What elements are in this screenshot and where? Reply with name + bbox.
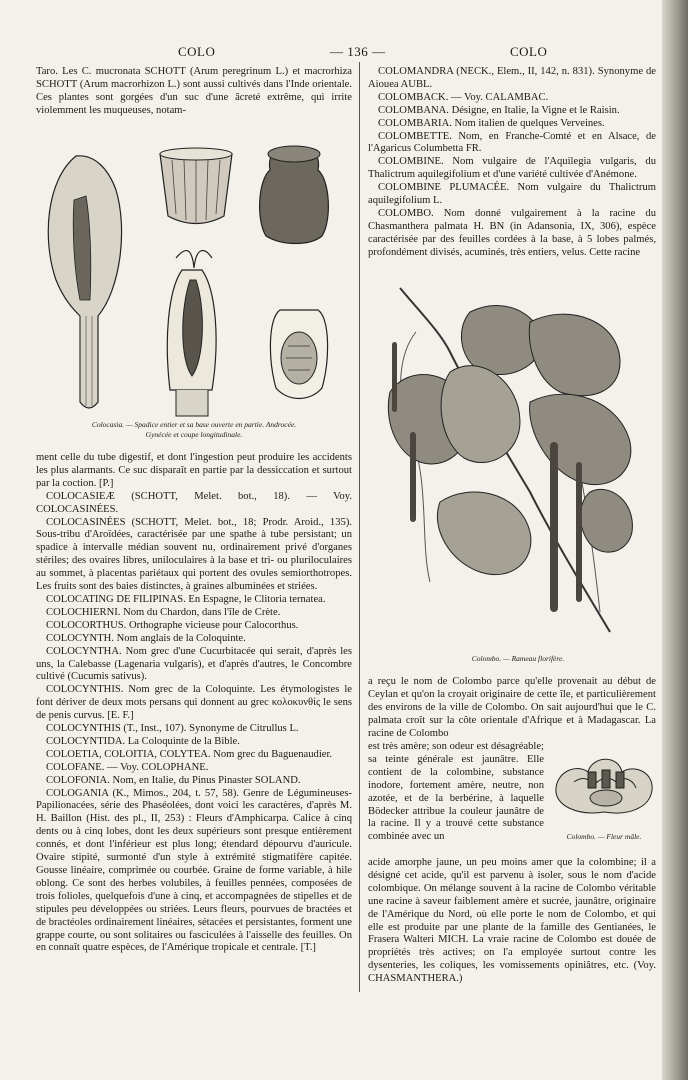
entry-colombaria: COLOMBARIA. Nom italien de quelques Verveines.	[378, 117, 605, 129]
entry-colofane: COLOFANE. — Voy. COLOPHANE.	[46, 761, 209, 773]
androecium-illustration	[160, 148, 232, 224]
colombo-flower-caption: Colombo. — Fleur mâle.	[566, 832, 642, 841]
entry-colombo: COLOMBO. Nom donné vulgairement à la racine du Chasmanthera palmata H. BN (in Adansonia, IX, 306), espèce caractérisée par des feuilles cordées à la base, à 5 lobes palmés, profondément divisés, acuminés, très entiers, velus. Cette racine	[368, 207, 656, 258]
entry-colocynthis-t: COLOCYNTHIS (T., Inst., 107). Synonyme de Citrullus L.	[46, 723, 299, 735]
right-column-end	[368, 857, 656, 986]
colombo-continuation-end: acide amorphe jaune, un peu moins amer que la colombine; il a désigné cet acide, qu'il est parvenu à isoler, sous le nom d'acide colombique. On mélange souvent à la racine de Colombo véritable une racine à saveur faiblement amère et sucrée, jaunâtre, originaire de l'Amérique du Nord, où elle porte le nom de Colombo, et qui elle est produite par une plante de la famille des Gentianées, le Frasera Walteri MICH. La vraie racine de Colombo est douée de propriétés très actives; on l'a employée surtout contre les dysenteries, les coliques, les vomissements opiniâtres, etc. (Voy. CHASMANTHERA.)	[368, 857, 656, 985]
entry-colomback: COLOMBACK. — Voy. CALAMBAC.	[378, 91, 549, 103]
ovary-section-illustration	[270, 310, 327, 399]
entry-colocorthus: COLOCORTHUS. Orthographe vicieuse pour Calocorthus.	[46, 619, 299, 631]
running-head-left: COLO	[178, 44, 216, 59]
colombo-continuation-wide: a reçu le nom de Colombo parce qu'elle provenait au début de Ceylan et qu'on la croyait originaire de cette île, et particulièrement des environs de la ville de Colombo. On sait aujourd'hui que le C. palmata croît sur la côte orientale d'Afrique et à Madagascar. La racine de Colombo	[368, 676, 656, 739]
colombo-flower-figure	[548, 742, 660, 842]
entry-colocating: COLOCATING DE FILIPINAS. En Espagne, le Clitoria ternatea.	[46, 593, 326, 605]
entry-colocyntha: COLOCYNTHA. Nom grec d'une Cucurbitacée qui serait, d'après les uns, la Calebasse (Lagenaria vulgaris), et d'après d'autres, le Concombre cultivé (Cucumis sativus).	[36, 645, 352, 683]
entry-colofonia: COLOFONIA. Nom, en Italie, du Pinus Pinaster SOLAND.	[46, 774, 301, 786]
page-number: — 136 —	[330, 44, 386, 59]
colombo-branch-figure	[380, 282, 656, 666]
entry-colombine-plumacee: COLOMBINE PLUMACÉE. Nom vulgaire du Thalictrum aquilegifolium L.	[368, 182, 656, 207]
entry-colombette: COLOMBETTE. Nom, en Franche-Comté et en Alsace, de l'Agaricus Columbetta FR.	[368, 130, 656, 155]
colombo-continuation-narrow: est très amère; son odeur est désagréable; sa teinte générale est jaunâtre. Elle contient de la colombine, substance inodore, fortement amère, neutre, non azotée, et de la berbérine, à laquelle Bödecker attribue la couleur jaunâtre de la racine. Il y a trouvé cette substance combinée avec un	[368, 741, 544, 843]
left-column-intro	[36, 66, 352, 118]
entry-coloetia: COLOETIA, COLOITIA, COLYTEA. Nom grec du Baguenaudier.	[46, 748, 333, 760]
page-edge	[662, 0, 688, 1080]
spadix-illustration	[48, 156, 121, 408]
entry-colomandra: COLOMANDRA (NECK., Elem., II, 142, n. 831). Synonyme de Aiouea AUBL.	[368, 66, 656, 90]
entry-colocasieae: COLOCASIEÆ (SCHOTT, Melet. bot., 18). — Voy. COLOCASINÉES.	[36, 490, 352, 515]
longitudinal-section-illustration	[167, 251, 216, 416]
left-column-entries	[36, 452, 352, 955]
gynoecium-illustration	[260, 146, 329, 244]
male-flower-illustration	[556, 759, 652, 813]
column-divider	[359, 62, 360, 992]
entry-colocynthis-grec: COLOCYNTHIS. Nom grec de la Coloquinte. Les étymologistes le font dériver de deux mots persans qui donnent au grec κολοκυνθίς le sens de penis curvus. [E. F.]	[36, 684, 352, 722]
entry-colocasinees: COLOCASINÉES (SCHOTT, Melet. bot., 18; Prodr. Aroid., 135). Sous-tribu d'Aroïdées, caractérisée par une spathe à tube persistant; un spadice à intervalle médian souvent nu, ordinairement privé d'organes stériles; des ovaires libres, uniloculaires à la base et tri- ou pluriloculaires au sommet, à placentas pariétaux qui portent des ovules semiorthotropes. Les fruits sont des baies distinctes, à graines albuminées et striées.	[36, 516, 352, 593]
entry-paragraph: ment celle du tube digestif, et dont l'ingestion peut produire les accidents les plus alarmants. Ce suc disparaît en partie par la dessiccation et surtout par la coction. [P.]	[36, 452, 352, 489]
entry-colombine: COLOMBINE. Nom vulgaire de l'Aquilegia vulgaris, du Thalictrum aquilegifolium et d'une variété cultivée d'Anémone.	[368, 156, 656, 181]
entry-colochierni: COLOCHIERNI. Nom du Chardon, dans l'île de Crète.	[46, 606, 281, 618]
right-column-continuation	[368, 676, 656, 741]
colocasia-caption-line2: Gynécée et coupe longitudinale.	[145, 430, 243, 439]
running-head-right: COLO	[510, 44, 548, 59]
entry-colocyntida: COLOCYNTIDA. La Coloquinte de la Bible.	[46, 735, 240, 747]
entry-colombana: COLOMBANA. Désigne, en Italie, la Vigne et le Raisin.	[378, 104, 620, 116]
intro-paragraph: Taro. Les C. mucronata SCHOTT (Arum peregrinum L.) et macrorhiza SCHOTT (Arum macrorhizon L.) sont aussi cultivés dans l'Inde orientale. Ces plantes sont gorgées d'un suc d'une âcreté extrême, qui irrite violemment les muqueuses, notam-	[36, 66, 352, 116]
right-column-narrow	[368, 741, 544, 844]
colombo-branch-caption: Colombo. — Rameau florifère.	[471, 654, 565, 663]
entry-colocynth: COLOCYNTH. Nom anglais de la Coloquinte.	[46, 632, 246, 644]
right-column-entries	[368, 66, 656, 260]
colocasia-caption-line1: Colocasia. — Spadice entier et sa base ouverte en partie. Androcée.	[91, 420, 297, 429]
entry-cologania: COLOGANIA (K., Mimos., 204, t. 57, 58). Genre de Légumineuses-Papilionacées, série des Phaséolées, dont voici les caractères, d'après M. H. Baillon (Hist. des pl., II, 253) : Fleurs d'Amphicarpa. Calice à cinq dents ou à cinq lobes, dont les deux supérieurs sont presque entièrement connés, et dont l'inférieur est plus long; étendard dépourvu d'auricule. Ovaire stipité, surmonté d'un style à extrémité stigmatifère capitée. Gousse linéaire, comprimée ou courbée. Graine de forme variable, à hile oblong. Ce sont des herbes volubiles, à feuilles pennées, composées de trois folioles, quelquefois d'une à cinq, et accompagnées de stipelles et de stipules peu développées ou striées. Leurs fleurs, pourvues de bractées et de bractéoles ordinairement linéaires, sétacées et persistantes, forment une grappe courte, ou sont solitaires ou fasciculées à l'aisselle des feuilles. On en connaît quatre espèces, de l'Amérique tropicale et centrale. [T.]	[36, 787, 352, 954]
colocasia-figure	[36, 140, 352, 440]
